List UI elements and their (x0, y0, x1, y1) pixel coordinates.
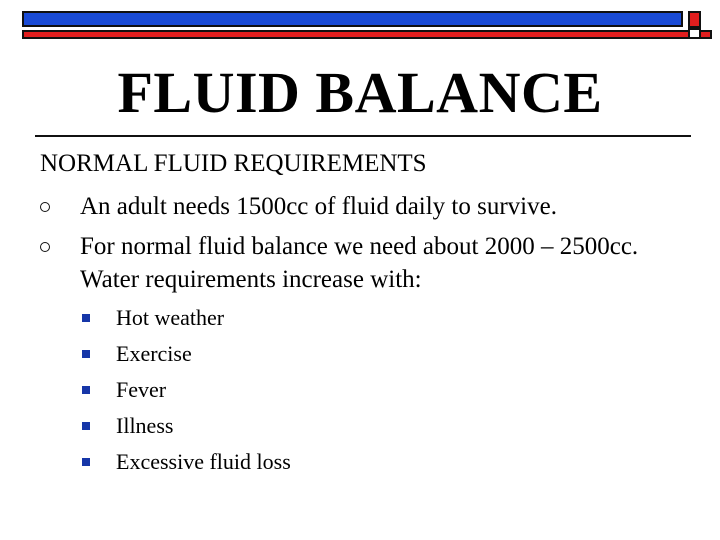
bullet-item (40, 190, 700, 223)
top-blue-bar (22, 11, 683, 27)
bullet-item (40, 230, 700, 296)
square-bullet-icon (82, 386, 90, 394)
section-heading: NORMAL FLUID REQUIREMENTS (40, 150, 427, 177)
bullet-text: An adult needs 1500cc of fluid daily to survive. (80, 193, 557, 220)
sub-bullet-text: Hot weather (116, 305, 225, 330)
square-bullet-icon (82, 422, 90, 430)
slide-title: FLUID BALANCE (117, 60, 603, 125)
sub-bullet-item (82, 340, 192, 368)
sub-bullet-item (82, 412, 173, 440)
sub-bullet-item (82, 304, 224, 332)
hollow-circle-bullet-icon (40, 202, 50, 212)
title-divider (35, 135, 691, 137)
sub-bullet-text: Fever (116, 377, 167, 402)
corner-red-block (688, 11, 701, 28)
sub-bullet-text: Illness (116, 413, 174, 438)
hollow-circle-bullet-icon (40, 242, 50, 252)
sub-bullet-text: Exercise (116, 341, 192, 366)
corner-white-block (688, 28, 701, 39)
square-bullet-icon (82, 458, 90, 466)
square-bullet-icon (82, 350, 90, 358)
sub-bullet-item (82, 376, 166, 404)
bullet-text: For normal fluid balance we need about 2000 – 2500cc. Water requirements increase with: (80, 233, 639, 293)
top-red-bar (22, 30, 712, 39)
sub-bullet-text: Excessive fluid loss (116, 449, 291, 474)
square-bullet-icon (82, 314, 90, 322)
sub-bullet-item (82, 448, 291, 476)
